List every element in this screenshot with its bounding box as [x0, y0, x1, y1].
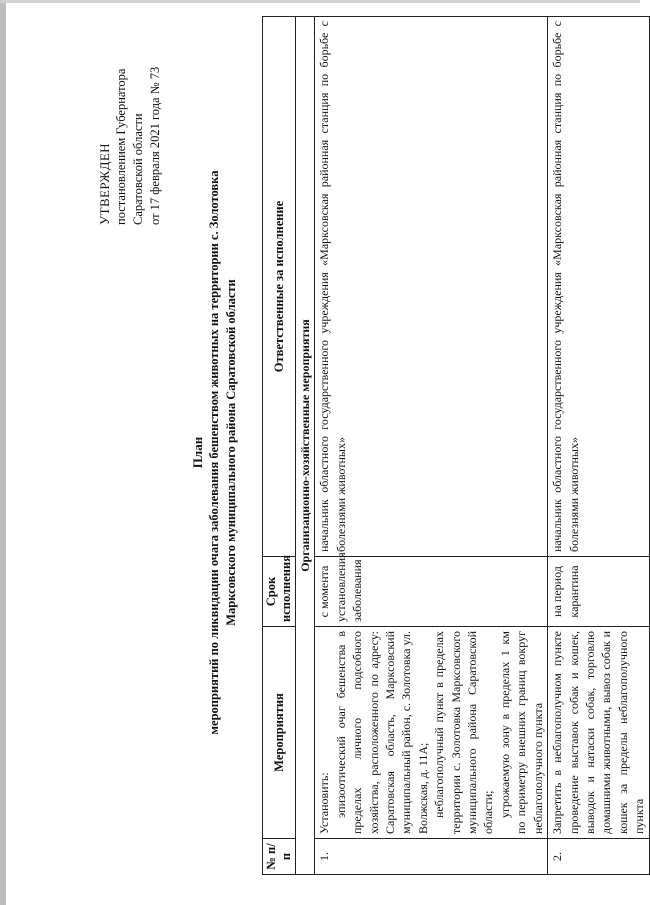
approval-stamp [96, 5, 164, 225]
plan-subtitle: Марксовского муниципального района Саратовской области [224, 279, 238, 626]
approval-heading: УТВЕРЖДЕН [97, 143, 112, 225]
measure-line: неблагополучный пункт в пределах территории с. Золотовка Марксовского муниципального района Саратовской области; [432, 631, 496, 834]
section-row [296, 17, 315, 875]
row-term: на период карантина [548, 557, 649, 627]
plan-title: План [190, 436, 205, 469]
header-term: Срок исполнения [263, 557, 296, 627]
approval-line: Саратовской области [131, 113, 145, 225]
header-num: № п/п [263, 839, 296, 875]
measure-line: эпизоотический очаг бешенства в пределах личного подсобного хозяйства, расположенного по адресу: Саратовская область, Марксовский муниципальный район, с. Золотовка ул. Волжская, д. 11А; [333, 631, 430, 834]
row-responsible: начальник областного государственного учреждения «Марксовская районная станция по борьбе с болезнями животных» [315, 17, 548, 557]
plan-subtitle: мероприятий по ликвидации очага заболевания бешенством животных на территории с. Золотовка [207, 170, 221, 735]
table-header-row [263, 17, 296, 875]
approval-date: от 17 февраля 2021 года № 73 [148, 66, 162, 225]
header-measures: Мероприятия [263, 627, 296, 839]
row-measure [315, 627, 548, 839]
table-row [548, 17, 649, 875]
header-responsible: Ответственные за исполнение [263, 17, 296, 557]
section-title: Организационно-хозяйственные мероприятия [296, 17, 315, 875]
row-num: 1. [315, 839, 548, 875]
measure-line: угрожаемую зону в пределах 1 км по периметру внешних границ вокруг неблагополучного пункта [497, 631, 545, 834]
approval-line: постановлением Губернатора [114, 68, 128, 225]
measures-table [262, 16, 650, 875]
row-measure [548, 627, 649, 839]
table-row [315, 17, 548, 875]
row-responsible: начальник областного государственного учреждения «Марксовская районная станция по борьбе с болезнями животных» [548, 17, 649, 557]
measure-line: Запретить в неблагополучном пункте проведение выставок собак и кошек, выводок и натаски собак, торговлю домашними животными, вывоз собак и кошек за пределы неблагополучного пункта [550, 631, 647, 834]
measure-line: Установить: [317, 772, 332, 834]
row-num: 2. [548, 839, 649, 875]
row-term: с момента установления заболевания [315, 557, 548, 627]
